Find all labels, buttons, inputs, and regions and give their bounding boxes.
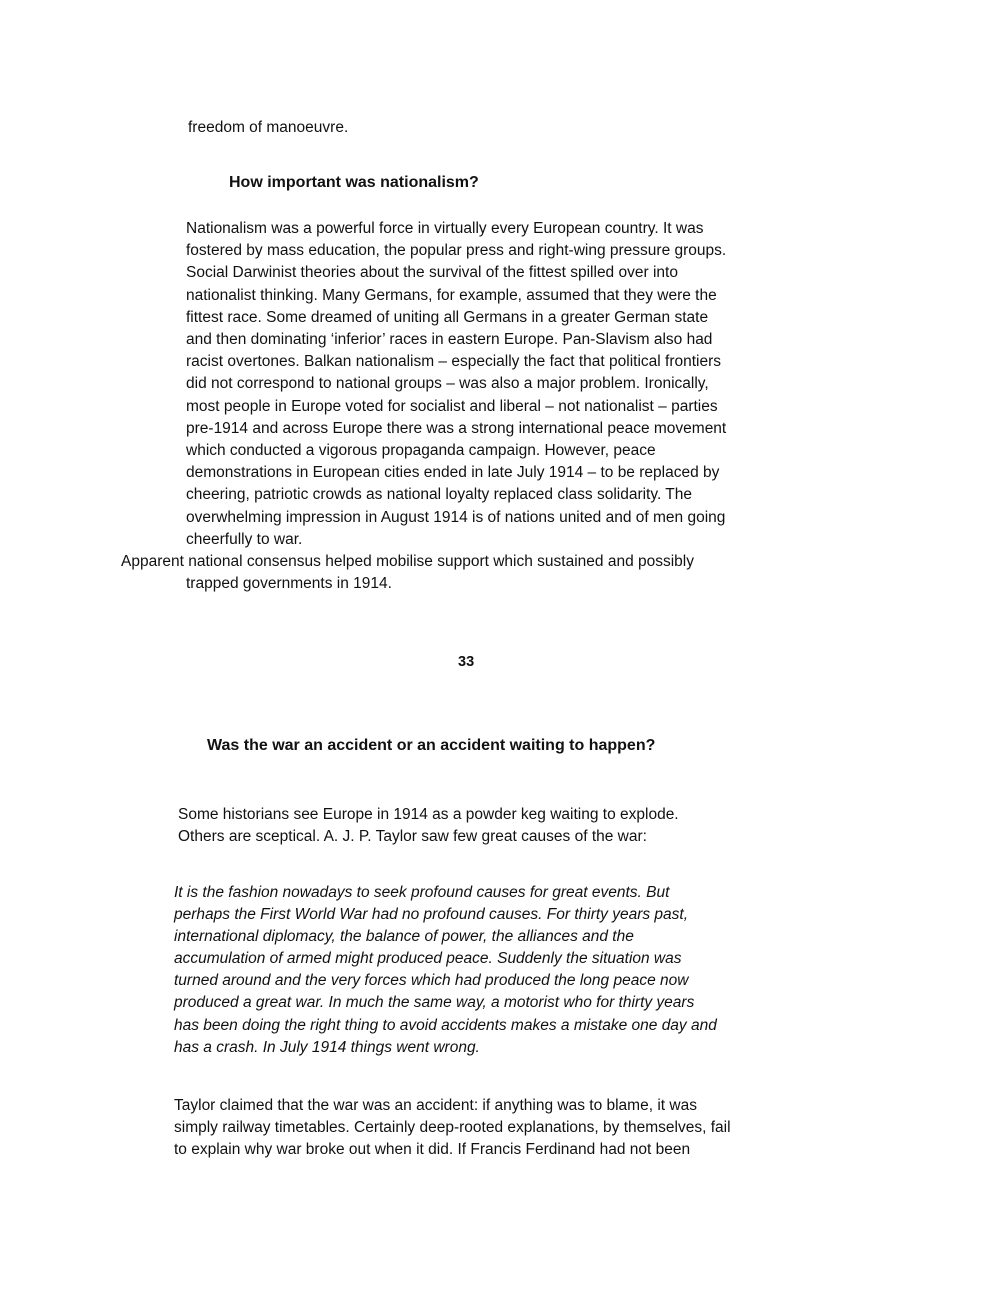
quote-line: produced a great war. In much the same way, a motorist who for thirty years (174, 994, 695, 1012)
continuation-text: freedom of manoeuvre. (188, 119, 349, 136)
paragraph-line: Taylor claimed that the war was an accident: if anything was to blame, it was (174, 1097, 697, 1114)
paragraph-line: racist overtones. Balkan nationalism – especially the fact that political frontiers (186, 353, 722, 371)
intro-paragraph (178, 804, 679, 848)
quote-line: It is the fashion nowadays to seek profound causes for great events. But (174, 884, 670, 901)
paragraph-line: fostered by mass education, the popular press and right-wing pressure groups. (186, 242, 727, 260)
paragraph-line: Nationalism was a powerful force in virtually every European country. It was (186, 220, 704, 237)
page-number: 33 (458, 654, 475, 670)
paragraph-line: pre-1914 and across Europe there was a strong international peace movement (186, 419, 727, 437)
hanging-line-continued: trapped governments in 1914. (186, 575, 392, 592)
paragraph-line: nationalist thinking. Many Germans, for example, assumed that they were the (186, 286, 717, 304)
paragraph-line: demonstrations in European cities ended in late July 1914 – to be replaced by (186, 464, 720, 482)
hanging-line: Apparent national consensus helped mobilise support which sustained and possibly (121, 553, 695, 570)
paragraph-line: most people in Europe voted for socialist and liberal – not nationalist – parties (186, 397, 718, 415)
paragraph-line: Others are sceptical. A. J. P. Taylor saw few great causes of the war: (178, 828, 647, 846)
paragraph-line: cheering, patriotic crowds as national loyalty replaced class solidarity. The (186, 486, 693, 504)
quote-line: turned around and the very forces which had produced the long peace now (174, 972, 689, 990)
paragraph-line: cheerfully to war. (186, 530, 303, 548)
paragraph-line: Some historians see Europe in 1914 as a powder keg waiting to explode. (178, 806, 679, 823)
quote-line: accumulation of armed might produced peace. Suddenly the situation was (174, 950, 682, 968)
paragraph-line: and then dominating ‘inferior’ races in eastern Europe. Pan-Slavism also had (186, 331, 713, 349)
quote-line: international diplomacy, the balance of power, the alliances and the (174, 928, 634, 946)
taylor-quote (174, 882, 717, 1059)
nationalism-paragraph (186, 218, 726, 551)
paragraph-line: did not correspond to national groups – was also a major problem. Ironically, (186, 375, 709, 393)
quote-line: has been doing the right thing to avoid accidents makes a mistake one day and (174, 1016, 717, 1034)
paragraph-line: simply railway timetables. Certainly deep-rooted explanations, by themselves, fail (174, 1119, 731, 1137)
quote-line: perhaps the First World War had no profound causes. For thirty years past, (174, 906, 689, 924)
paragraph-line: fittest race. Some dreamed of uniting all Germans in a greater German state (186, 308, 709, 326)
paragraph-line: overwhelming impression in August 1914 is of nations united and of men going (186, 508, 726, 526)
paragraph-line: to explain why war broke out when it did. If Francis Ferdinand had not been (174, 1141, 691, 1159)
paragraph-line: Social Darwinist theories about the survival of the fittest spilled over into (186, 264, 678, 282)
closing-paragraph (174, 1095, 731, 1162)
section-heading-accident: Was the war an accident or an accident waiting to happen? (207, 737, 656, 754)
quote-line: has a crash. In July 1914 things went wrong. (174, 1038, 480, 1056)
paragraph-line: which conducted a vigorous propaganda campaign. However, peace (186, 442, 656, 460)
section-heading-nationalism: How important was nationalism? (229, 174, 479, 191)
